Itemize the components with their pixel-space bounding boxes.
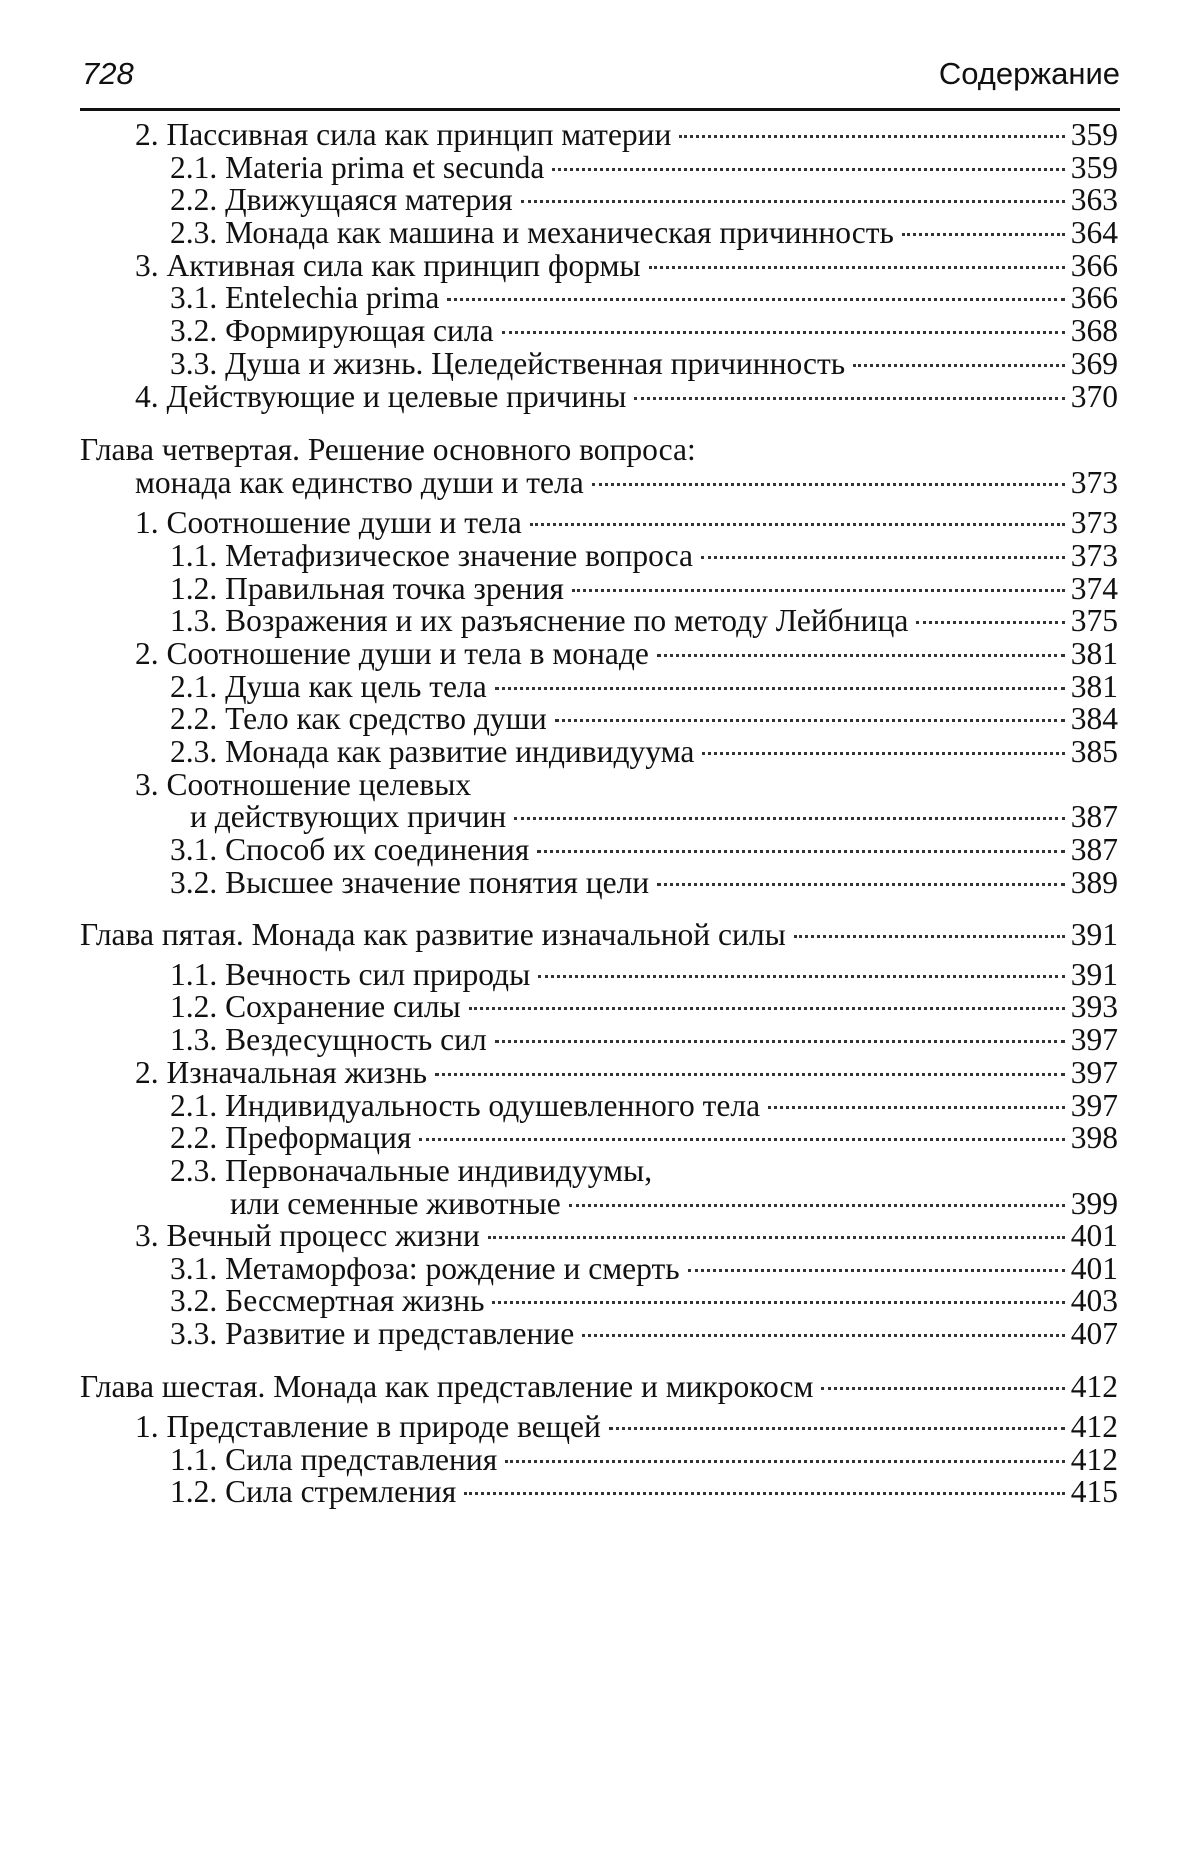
toc-entry-page: 398 (1070, 1120, 1118, 1155)
toc-entry-page: 359 (1070, 150, 1118, 185)
toc-entry-page: 373 (1070, 465, 1118, 500)
toc-entry-title: 3.3. Душа и жизнь. Целедейственная причинность (170, 346, 846, 381)
dot-leader (447, 298, 1064, 301)
toc-entry-title: 1.1. Вечность сил природы (170, 957, 531, 992)
toc-entry-page: 387 (1070, 799, 1118, 834)
dot-leader (916, 621, 1064, 624)
toc-entry (135, 378, 1118, 416)
toc-entry-title: 3.1. Entelechia prima (170, 280, 440, 315)
dot-leader (419, 1138, 1064, 1141)
toc-entry-page: 403 (1070, 1283, 1118, 1318)
dot-leader (521, 200, 1065, 203)
toc-entry-title: Глава четвертая. Решение основного вопроса: (80, 432, 696, 467)
toc-entry-page: 385 (1070, 734, 1118, 769)
dot-leader (657, 654, 1065, 657)
toc-entry-title: 3.1. Способ их соединения (170, 832, 530, 867)
dot-leader (488, 1236, 1065, 1239)
dot-leader (592, 483, 1065, 486)
toc-entry-title: 1.2. Правильная точка зрения (170, 571, 564, 606)
toc-entry-title: 3. Вечный процесс жизни (135, 1218, 480, 1253)
toc-entry-page: 373 (1070, 538, 1118, 573)
dot-leader (572, 589, 1065, 592)
toc-entry-page: 359 (1070, 117, 1118, 152)
dot-leader (505, 1460, 1065, 1463)
dot-leader (634, 397, 1064, 400)
dot-leader (649, 266, 1065, 269)
toc-entry-title: 2.1. Индивидуальность одушевленного тела (170, 1088, 761, 1123)
dot-leader (688, 1269, 1065, 1272)
dot-leader (555, 719, 1065, 722)
toc-entry-page: 381 (1070, 669, 1118, 704)
toc-entry-page: 393 (1070, 989, 1118, 1024)
dot-leader (469, 1007, 1065, 1010)
running-title: Содержание (938, 56, 1120, 91)
dot-leader (768, 1106, 1065, 1109)
toc-entry-page: 375 (1070, 603, 1118, 638)
toc-entry-title: 2.2. Тело как средство души (170, 701, 547, 736)
toc-entry-title: Глава пятая. Монада как развитие изначальной силы (80, 917, 786, 952)
dot-leader (702, 752, 1064, 755)
toc-entry-title: 2. Пассивная сила как принцип материи (135, 117, 672, 152)
dot-leader (569, 1204, 1065, 1207)
dot-leader (609, 1427, 1065, 1430)
toc-entry-title: 1.2. Сохранение силы (170, 989, 461, 1024)
toc-entry-title: 1.2. Сила стремления (170, 1474, 457, 1509)
dot-leader (495, 687, 1065, 690)
toc-entry-page: 391 (1070, 917, 1118, 952)
toc-entry-title: 2.2. Движущаяся материя (170, 182, 513, 217)
toc-entry-page: 369 (1070, 346, 1118, 381)
toc-entry (170, 1315, 1118, 1353)
toc-entry-page: 366 (1070, 248, 1118, 283)
toc-entry-page: 373 (1070, 505, 1118, 540)
toc-entry-page: 397 (1070, 1088, 1118, 1123)
dot-leader (853, 364, 1065, 367)
toc-entry (170, 864, 1118, 902)
dot-leader (794, 935, 1065, 938)
dot-leader (701, 556, 1065, 559)
toc-entry-title: 3.1. Метаморфоза: рождение и смерть (170, 1251, 680, 1286)
toc-entry-page: 407 (1070, 1316, 1118, 1351)
toc-entry-page: 401 (1070, 1251, 1118, 1286)
toc-entry-page: 374 (1070, 571, 1118, 606)
toc-entry-title: 1.3. Возражения и их разъяснение по методу Лейбница (170, 603, 909, 638)
toc-entry-title: 2.3. Монада как развитие индивидуума (170, 734, 695, 769)
toc-entry (170, 1473, 1118, 1511)
toc-entry-page: 399 (1070, 1186, 1118, 1221)
toc-entry-title: 2.3. Монада как машина и механическая причинность (170, 215, 894, 250)
toc-entry (80, 1368, 1118, 1406)
page-number: 728 (82, 56, 134, 91)
dot-leader (514, 817, 1065, 820)
toc-entry-page: 384 (1070, 701, 1118, 736)
toc-entry-page: 363 (1070, 182, 1118, 217)
toc-entry-page: 387 (1070, 832, 1118, 867)
toc-entry-page: 364 (1070, 215, 1118, 250)
dot-leader (582, 1334, 1065, 1337)
toc-entry-title: 1.3. Вездесущность сил (170, 1022, 487, 1057)
toc-entry-title: Глава шестая. Монада как представление и микрокосм (80, 1369, 814, 1404)
toc-entry-page: 370 (1070, 379, 1118, 414)
toc-entry-page: 412 (1070, 1409, 1118, 1444)
toc-entry-title: и действующих причин (190, 799, 507, 834)
dot-leader (679, 135, 1064, 138)
toc-entry-title: 2.1. Materia prima et secunda (170, 150, 545, 185)
toc-entry-title: 1. Представление в природе вещей (135, 1409, 601, 1444)
toc-entry-title: 2.2. Преформация (170, 1120, 412, 1155)
toc-entry-title: 1.1. Метафизическое значение вопроса (170, 538, 693, 573)
dot-leader (657, 883, 1065, 886)
dot-leader (464, 1492, 1064, 1495)
toc-entry-title: монада как единство души и тела (135, 465, 584, 500)
toc-entry-page: 401 (1070, 1218, 1118, 1253)
toc-entry-title: 3. Соотношение целевых (135, 767, 472, 802)
toc-entry-page: 415 (1070, 1474, 1118, 1509)
toc-entry-title: 3.2. Бессмертная жизнь (170, 1283, 485, 1318)
toc-entry-title: 1. Соотношение души и тела (135, 505, 522, 540)
dot-leader (502, 331, 1065, 334)
toc-entry-title: 3.3. Развитие и представление (170, 1316, 575, 1351)
toc-entry-title: 1.1. Сила представления (170, 1442, 498, 1477)
toc-entry-title: или семенные животные (230, 1186, 561, 1221)
toc-entry-page: 391 (1070, 957, 1118, 992)
toc-entry-page: 412 (1070, 1369, 1118, 1404)
toc-entry-page: 366 (1070, 280, 1118, 315)
dot-leader (538, 975, 1065, 978)
toc-entry-title: 2.3. Первоначальные индивидуумы, (170, 1153, 653, 1188)
toc-entry-title: 3.2. Высшее значение понятия цели (170, 865, 650, 900)
toc-entry-page: 381 (1070, 636, 1118, 671)
dot-leader (492, 1301, 1064, 1304)
toc-entry-title: 2. Изначальная жизнь (135, 1055, 427, 1090)
toc-entry-title: 2. Соотношение души и тела в монаде (135, 636, 649, 671)
dot-leader (902, 233, 1065, 236)
toc-entry-page: 397 (1070, 1055, 1118, 1090)
toc-entry-page: 397 (1070, 1022, 1118, 1057)
toc-entry-page: 368 (1070, 313, 1118, 348)
dot-leader (552, 168, 1064, 171)
toc-entry-title: 3.2. Формирующая сила (170, 313, 494, 348)
dot-leader (435, 1073, 1065, 1076)
dot-leader (537, 850, 1064, 853)
toc-entry (80, 916, 1118, 954)
toc-entry-title: 4. Действующие и целевые причины (135, 379, 627, 414)
dot-leader (495, 1040, 1065, 1043)
toc-entry-page: 389 (1070, 865, 1118, 900)
dot-leader (821, 1387, 1064, 1390)
dot-leader (530, 523, 1065, 526)
toc-entry-title: 3. Активная сила как принцип формы (135, 248, 641, 283)
toc-entry-page: 412 (1070, 1442, 1118, 1477)
toc-entry (135, 464, 1118, 502)
toc-entry-title: 2.1. Душа как цель тела (170, 669, 487, 704)
